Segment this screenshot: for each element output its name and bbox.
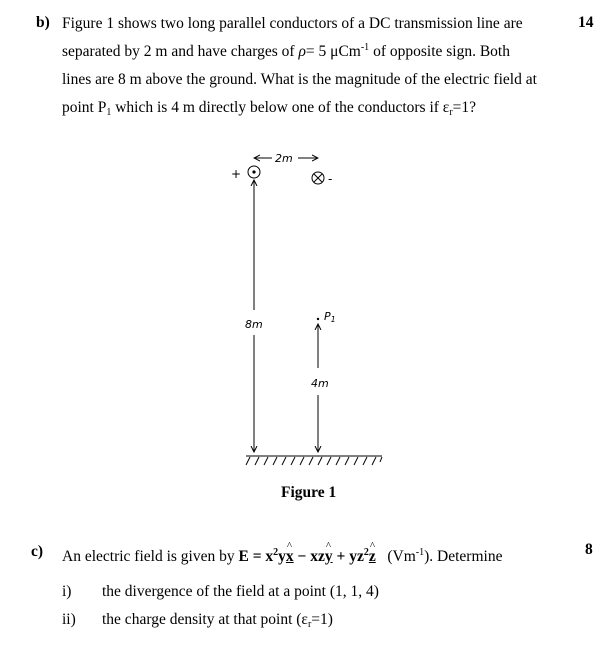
point-subscript: 1 xyxy=(106,107,112,118)
line-4-mid: which is 4 m directly below one of the conductors if ε xyxy=(111,99,450,116)
units-tail: ). Determine xyxy=(424,548,503,565)
ground-hatch xyxy=(246,456,382,465)
height-label: 8m xyxy=(245,318,263,331)
distance-label: 4m xyxy=(311,377,329,390)
line-1-text: Figure 1 shows two long parallel conductors of a DC transmission line are xyxy=(62,15,523,32)
question-c-marks: 8 xyxy=(585,541,593,558)
question-b-marks: 14 xyxy=(578,14,594,31)
charge-value: = 5 μCm xyxy=(305,43,361,60)
line-2-text: separated by 2 m and have charges of xyxy=(62,43,299,60)
units-text: (Vm xyxy=(387,548,416,565)
positive-conductor-icon xyxy=(248,166,260,178)
minus-sign: - xyxy=(328,172,333,186)
line-4-tail: =1? xyxy=(452,99,477,116)
line-3-text: lines are 8 m above the ground. What is the magnitude of the electric field at xyxy=(62,71,537,88)
plus-sign: + xyxy=(231,167,242,181)
point-label: P1 xyxy=(324,310,336,324)
negative-conductor-icon xyxy=(312,172,324,184)
units-exp: -1 xyxy=(415,547,425,558)
item-i-text: the divergence of the field at a point (1, 1, 4) xyxy=(102,583,379,600)
spacing-label: 2m xyxy=(275,152,293,165)
figure-caption: Figure 1 xyxy=(281,484,337,501)
item-ii-text: the charge density at that point $(\varepsilon_r=1)$ xyxy=(102,611,333,630)
question-c-intro xyxy=(62,543,502,571)
point-p1-dot xyxy=(317,318,319,320)
item-ii-number: ii) xyxy=(62,611,76,628)
charge-unit-exp: -1 xyxy=(360,42,370,53)
intro-text: An electric field is given by xyxy=(62,548,239,565)
field-equation: $E = x^2y\^{}$ x − xz^ $y + yz^2\^{}$ z xyxy=(238,548,375,565)
line-2-tail: of opposite sign. Both xyxy=(369,43,510,60)
epsilon-subscript: r xyxy=(449,107,453,118)
rho-symbol: ρ xyxy=(298,43,306,60)
question-b-label: b) xyxy=(36,14,50,31)
question-c-label: c) xyxy=(31,543,44,560)
line-4-text: point P xyxy=(62,99,107,116)
item-i-number: i) xyxy=(62,583,72,600)
